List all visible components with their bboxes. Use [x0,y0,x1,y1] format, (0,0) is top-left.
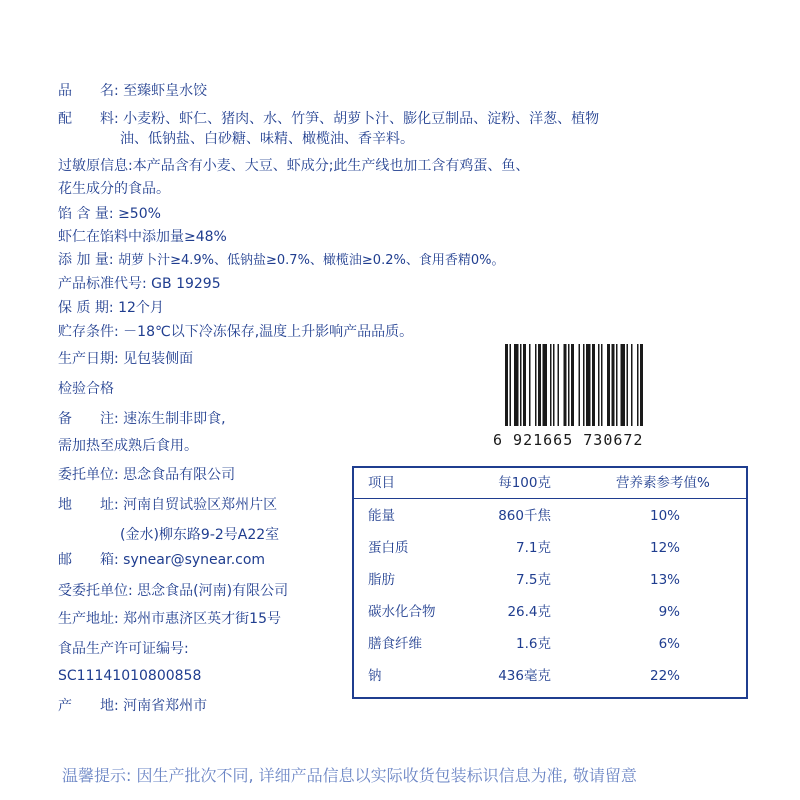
barcode-bar [592,344,595,426]
storage-row [58,323,413,341]
ingredients-line2: 油、低钠盐、白砂糖、味精、橄榄油、香辛料。 [120,131,414,147]
barcode-bar [514,344,519,426]
ingredients-line1: 小麦粉、虾仁、猪肉、水、竹笋、胡萝卜汁、膨化豆制品、淀粉、洋葱、植物 [123,111,600,127]
email-row [58,551,265,569]
manufacturer-row [58,582,288,600]
origin-label: 产 地: [58,698,119,714]
nutrition-item: 碳水化合物 [368,604,436,620]
storage-label: 贮存条件: [58,324,119,340]
nutrition-nrv: 6% [658,636,680,652]
email-label: 邮 箱: [58,552,119,568]
commissioner-value: 思念食品有限公司 [123,467,236,483]
barcode-bar [523,344,526,426]
nutrition-item: 钠 [368,668,382,684]
nutrition-per100g: 1.6克 [516,636,551,652]
filling-label: 馅 含 量: [58,206,114,222]
barcode-bar [543,344,548,426]
barcode-bar [564,344,567,426]
nutrition-item: 膳食纤维 [368,636,422,652]
address-label: 地 址: [58,497,119,513]
barcode-bar [601,344,603,426]
commissioner-row [58,466,235,484]
nutrition-nrv: 10% [649,508,680,524]
standard-value: GB 19295 [151,276,221,292]
storage-value: －18℃以下冷冻保存,温度上升影响产品品质。 [123,324,414,340]
license-label: 食品生产许可证编号: [58,641,189,657]
standard-row [58,275,221,293]
barcode-bar [520,344,522,426]
production-address-row [58,610,281,628]
barcode-bar [631,344,633,426]
production-address-label: 生产地址: [58,611,119,627]
product-name-value: 至臻虾皇水饺 [123,83,208,99]
barcode-bar [621,344,626,426]
additives-row [58,251,504,270]
nutrition-header-nrv: 营养素参考值% [616,475,710,491]
shelf-life-row [58,299,164,317]
address-line2: (金水)柳东路9-2号A22室 [120,527,280,543]
email-value: synear@synear.com [123,552,266,568]
product-name-row [58,82,207,100]
note-row [58,410,226,428]
barcode-bar [505,344,508,426]
barcode [489,342,689,452]
nutrition-header-item: 项目 [368,475,395,491]
shelf-life-label: 保 质 期: [58,300,114,316]
nutrition-per100g: 26.4克 [507,604,551,620]
inspection-text: 检验合格 [58,381,114,397]
note-line1: 速冻生制非即食, [123,411,226,427]
barcode-bar [558,344,560,426]
barcode-bar [616,344,618,426]
nutrition-header-per100g: 每100克 [498,475,551,491]
nutrition-per100g: 436毫克 [498,668,551,684]
nutrition-item: 蛋白质 [368,540,409,556]
nutrition-per100g: 860千焦 [498,508,551,524]
barcode-bar [550,344,552,426]
barcode-bars [505,344,643,426]
barcode-bar [598,344,600,426]
origin-value: 河南省郑州市 [123,698,208,714]
barcode-bar [627,344,629,426]
manufacturer-label: 受委托单位: [58,583,133,599]
barcode-bar [607,344,610,426]
barcode-bar [571,344,574,426]
nutrition-nrv: 13% [649,572,680,588]
filling-value: ≥50% [118,206,161,222]
barcode-bar [640,344,643,426]
commissioner-label: 委托单位: [58,467,119,483]
production-date-value: 见包装侧面 [123,351,194,367]
production-address-value: 郑州市惠济区英才街15号 [123,611,281,627]
filling-row [58,205,161,223]
note-label: 备 注: [58,411,119,427]
barcode-bar [637,344,639,426]
barcode-bar [538,344,541,426]
license-value: SC11141010800858 [58,668,202,684]
ingredients-label: 配 料: [58,111,119,127]
nutrition-table [352,466,748,699]
barcode-bar [553,344,555,426]
note-line2: 需加热至成熟后食用。 [58,438,198,454]
nutrition-nrv: 9% [658,604,680,620]
nutrition-per100g: 7.1克 [516,540,551,556]
barcode-bar [583,344,585,426]
allergen-line1: 过敏原信息:本产品含有小麦、大豆、虾成分;此生产线也加工含有鸡蛋、鱼、 [58,158,530,174]
nutrition-nrv: 12% [649,540,680,556]
barcode-bar [568,344,570,426]
footer-note: 温馨提示: 因生产批次不同, 详细产品信息以实际收货包装标识信息为准, 敬请留意 [62,766,637,785]
production-date-label: 生产日期: [58,351,119,367]
ingredients-row [58,110,599,128]
product-name-label: 品 名: [58,83,119,99]
address-line1: 河南自贸试验区郑州片区 [123,497,278,513]
additives-value: 胡萝卜汁≥4.9%、低钠盐≥0.7%、橄榄油≥0.2%、食用香精0%。 [118,253,505,268]
nutrition-item: 能量 [368,508,395,524]
standard-label: 产品标准代号: [58,276,147,292]
barcode-bar [579,344,581,426]
barcode-bar [529,344,531,426]
barcode-bar [612,344,615,426]
additives-label: 添 加 量: [58,252,114,268]
nutrition-header-row [354,468,746,499]
address-row [58,496,277,514]
nutrition-nrv: 22% [649,668,680,684]
origin-row [58,697,207,715]
barcode-bar [510,344,512,426]
barcode-bar [535,344,537,426]
allergen-line2: 花生成分的食品。 [58,181,170,197]
barcode-bar [586,344,591,426]
nutrition-per100g: 7.5克 [516,572,551,588]
barcode-number: 6 921665 730672 [493,431,644,449]
manufacturer-value: 思念食品(河南)有限公司 [137,583,289,599]
shelf-life-value: 12个月 [118,300,164,316]
shrimp-ratio: 虾仁在馅料中添加量≥48% [58,229,227,245]
production-date-row [58,350,193,368]
nutrition-item: 脂肪 [368,572,395,588]
